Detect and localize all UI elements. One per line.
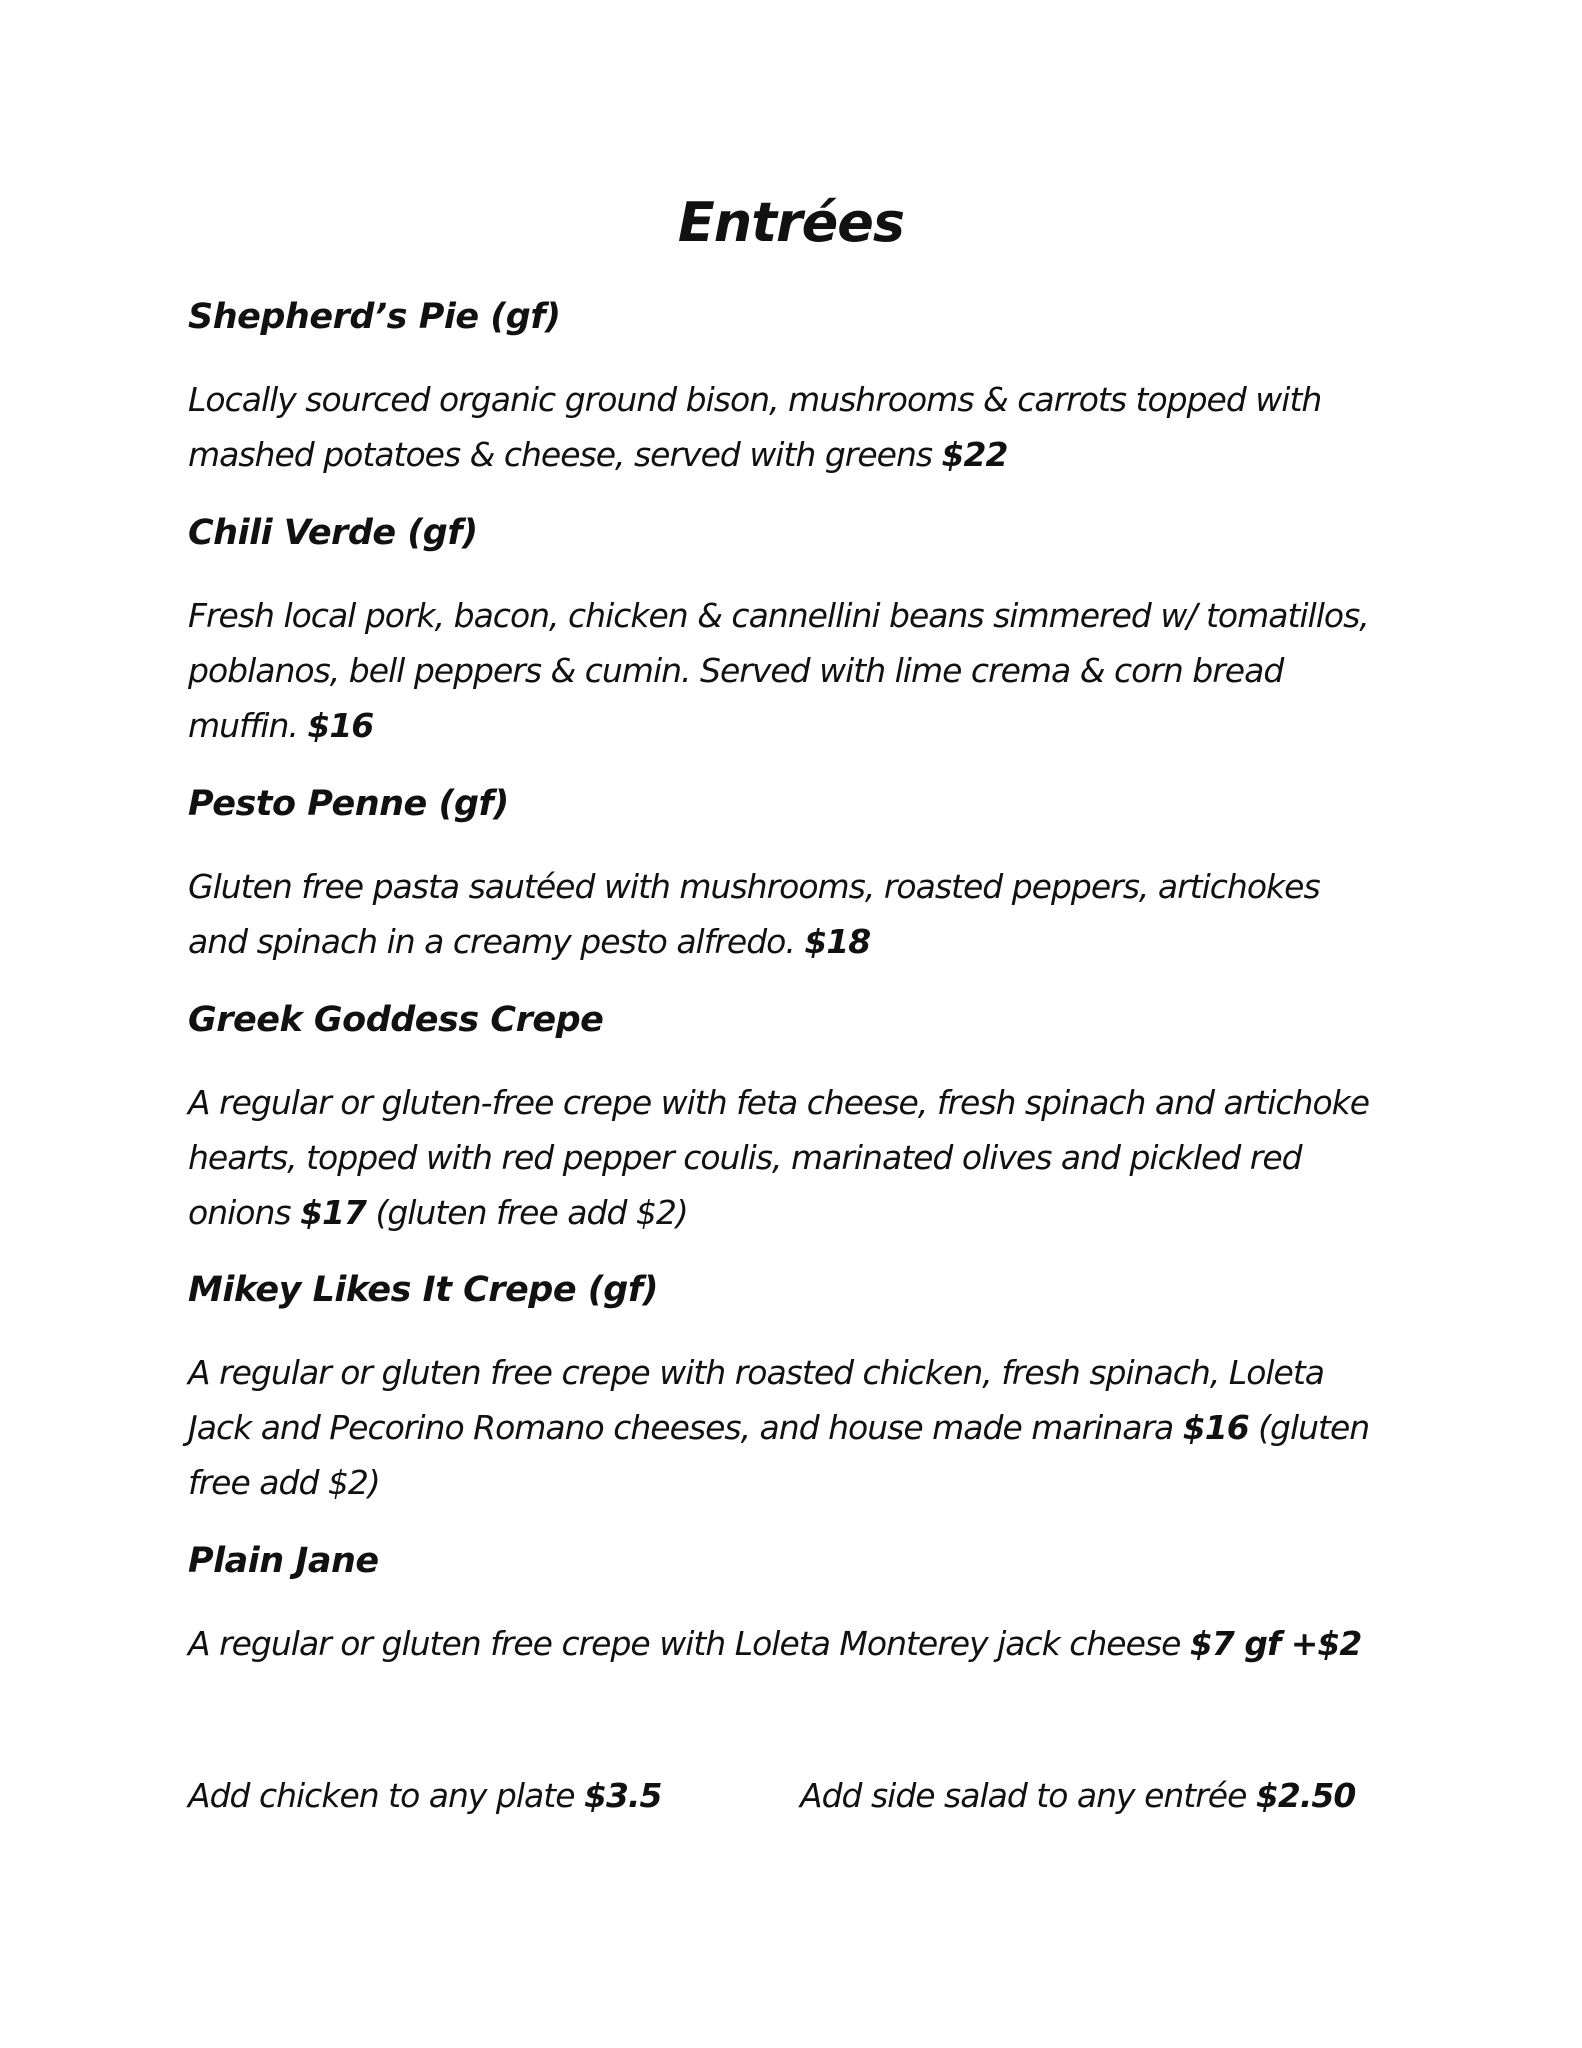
item-name: Greek Goddess Crepe bbox=[188, 1000, 604, 1040]
item-price: $18 bbox=[804, 922, 871, 961]
menu-item bbox=[188, 293, 1388, 482]
item-extra: (gluten free add $2) bbox=[365, 1193, 688, 1232]
menu-item bbox=[188, 1537, 1388, 1671]
item-name: Shepherd’s Pie (gf) bbox=[188, 297, 561, 337]
item-name: Mikey Likes It Crepe (gf) bbox=[188, 1270, 659, 1310]
item-desc-text: Locally sourced organic ground bison, mushrooms & carrots topped with mashed potatoes & cheese, served with greens bbox=[188, 380, 1322, 474]
item-desc-text: Fresh local pork, bacon, chicken & cannellini beans simmered w/ tomatillos, poblanos, bell peppers & cumin. Served with lime crema & corn bread muffin. bbox=[188, 596, 1369, 745]
item-name: Chili Verde (gf) bbox=[188, 513, 478, 553]
item-price: $7 gf +$2 bbox=[1189, 1624, 1362, 1663]
add-chicken-note bbox=[188, 1772, 661, 1820]
item-desc-text: Gluten free pasta sautéed with mushrooms, roasted peppers, artichokes and spinach in a creamy pesto alfredo. bbox=[188, 867, 1320, 961]
item-name: Pesto Penne (gf) bbox=[188, 784, 509, 824]
menu-item bbox=[188, 996, 1388, 1240]
menu-item bbox=[188, 780, 1388, 969]
item-description bbox=[188, 859, 1388, 969]
item-description bbox=[188, 1345, 1388, 1510]
menu-item bbox=[188, 1266, 1388, 1510]
item-description bbox=[188, 372, 1388, 482]
item-description bbox=[188, 1616, 1388, 1671]
item-desc-text: A regular or gluten-free crepe with feta cheese, fresh spinach and artichoke hearts, topped with red pepper coulis, marinated olives and pickled red onions bbox=[188, 1083, 1370, 1232]
item-name: Plain Jane bbox=[188, 1541, 379, 1581]
add-chicken-text: Add chicken to any plate bbox=[188, 1776, 584, 1815]
item-desc-text: A regular or gluten free crepe with Loleta Monterey jack cheese bbox=[188, 1624, 1190, 1663]
add-salad-price: $2.50 bbox=[1255, 1776, 1356, 1815]
add-chicken-price: $3.5 bbox=[584, 1776, 662, 1815]
item-price: $17 bbox=[300, 1193, 366, 1232]
item-price: $16 bbox=[307, 706, 374, 745]
add-salad-note bbox=[800, 1772, 1355, 1820]
item-description bbox=[188, 1075, 1388, 1240]
menu-item bbox=[188, 509, 1388, 753]
add-salad-text: Add side salad to any entrée bbox=[800, 1776, 1256, 1815]
item-extra: (gluten free add $2) bbox=[188, 1408, 1370, 1502]
item-price: $16 bbox=[1182, 1408, 1249, 1447]
item-desc-text: A regular or gluten free crepe with roasted chicken, fresh spinach, Loleta Jack and Pecorino Romano cheeses, and house made marinara bbox=[188, 1353, 1325, 1447]
item-price: $22 bbox=[941, 435, 1008, 474]
page-title: Entrées bbox=[677, 191, 905, 254]
item-description bbox=[188, 588, 1388, 753]
